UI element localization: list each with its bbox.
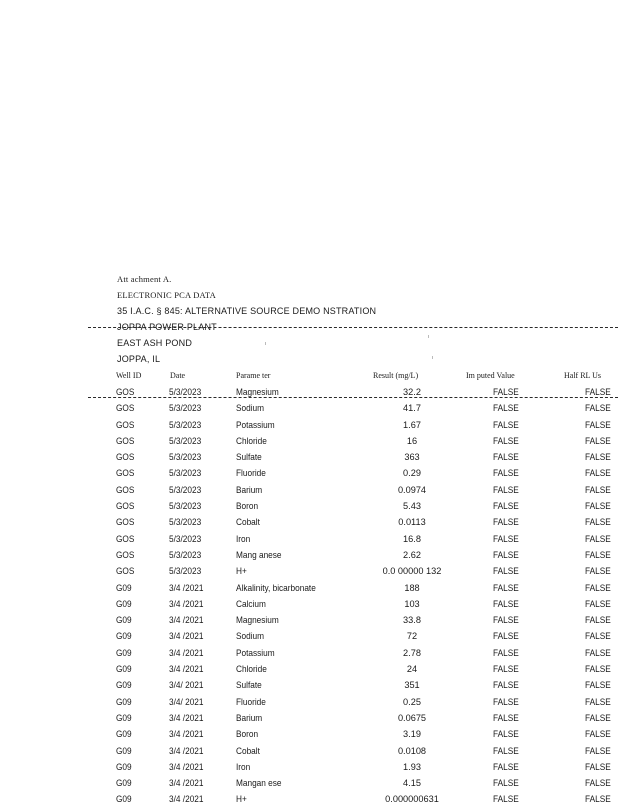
table-row [0, 420, 618, 436]
cell-well-id: G09 [116, 631, 132, 642]
table-row [0, 468, 618, 484]
cell-half-rl-used: FALSE [585, 387, 611, 397]
cell-imputed-value: FALSE [493, 387, 519, 397]
cell-parameter: H+ [236, 566, 247, 577]
cell-half-rl-used: FALSE [585, 452, 611, 463]
cell-well-id: G09 [116, 680, 132, 691]
cell-imputed-value: FALSE [493, 631, 519, 642]
cell-well-id: GOS [116, 468, 135, 479]
cell-imputed-value: FALSE [493, 517, 519, 528]
cell-result: 5.43 [403, 501, 421, 512]
cell-result: 1.67 [403, 419, 421, 430]
cell-well-id: G09 [116, 745, 132, 756]
cell-date: 3/4 /2021 [169, 631, 204, 642]
cell-well-id: GOS [116, 419, 135, 430]
cell-half-rl-used: FALSE [585, 435, 611, 446]
cell-parameter: Potassium [236, 647, 275, 658]
table-row [0, 697, 618, 713]
cell-parameter: Magnesium [236, 387, 279, 397]
cell-result: 103 [404, 598, 420, 609]
cell-well-id: G09 [116, 778, 132, 789]
cell-date: 5/3/2023 [169, 501, 202, 512]
table-row [0, 550, 618, 566]
cell-imputed-value: FALSE [493, 419, 519, 430]
cell-result: 24 [406, 664, 418, 675]
cell-parameter: Alkalinity, bicarbonate [236, 582, 316, 593]
cell-half-rl-used: FALSE [585, 582, 611, 593]
cell-well-id: GOS [116, 549, 135, 560]
cell-parameter: Calcium [236, 598, 266, 609]
cell-half-rl-used: FALSE [585, 566, 611, 577]
cell-imputed-value: FALSE [493, 729, 519, 740]
cell-parameter: Mang anese [236, 549, 282, 560]
cell-date: 3/4 /2021 [169, 761, 204, 772]
cell-result: 33.8 [403, 615, 421, 626]
cell-date: 3/4 /2021 [169, 598, 204, 609]
cell-date: 5/3/2023 [169, 403, 202, 414]
cell-well-id: G09 [116, 647, 132, 658]
cell-parameter: Magnesium [236, 615, 279, 626]
table-row [0, 631, 618, 647]
cell-imputed-value: FALSE [493, 452, 519, 463]
plant-name: JOPPA POWER PLANT [117, 322, 217, 333]
cell-parameter: Sulfate [236, 452, 262, 463]
table-row [0, 713, 618, 729]
cell-date: 5/3/2023 [169, 484, 202, 495]
table-row [0, 762, 618, 778]
cell-imputed-value: FALSE [493, 664, 519, 675]
cell-date: 3/4 /2021 [169, 745, 204, 756]
cell-imputed-value: FALSE [493, 794, 519, 805]
cell-parameter: Barium [236, 484, 263, 495]
cell-well-id: G09 [116, 582, 132, 593]
cell-half-rl-used: FALSE [585, 598, 611, 609]
cell-well-id: G09 [116, 794, 132, 805]
col-imputed-value: Im puted Value [466, 371, 515, 380]
cell-half-rl-used: FALSE [585, 501, 611, 512]
cell-date: 3/4 /2021 [169, 582, 204, 593]
cell-result: 4.15 [403, 778, 421, 789]
cell-parameter: Potassium [236, 419, 275, 430]
cell-half-rl-used: FALSE [585, 778, 611, 789]
cell-result: 0.29 [403, 468, 421, 479]
cell-half-rl-used: FALSE [585, 712, 611, 723]
cell-result: 0.0113 [398, 517, 426, 528]
cell-half-rl-used: FALSE [585, 761, 611, 772]
cell-half-rl-used: FALSE [585, 468, 611, 479]
cell-imputed-value: FALSE [493, 615, 519, 626]
electronic-pca-data-label: ELECTRONIC PCA DATA [117, 290, 216, 300]
cell-half-rl-used: FALSE [585, 631, 611, 642]
cell-date: 5/3/2023 [169, 517, 202, 528]
cell-half-rl-used: FALSE [585, 745, 611, 756]
cell-well-id: G09 [116, 712, 132, 723]
col-date: Date [170, 371, 186, 380]
table-row [0, 794, 618, 810]
cell-parameter: Cobalt [236, 745, 260, 756]
cell-parameter: Fluoride [236, 696, 266, 707]
table-row [0, 746, 618, 762]
table-row [0, 534, 618, 550]
cell-date: 5/3/2023 [169, 549, 202, 560]
cell-half-rl-used: FALSE [585, 664, 611, 675]
scan-speck [428, 335, 429, 338]
cell-imputed-value: FALSE [493, 403, 519, 414]
cell-result: 0.25 [403, 696, 421, 707]
cell-well-id: GOS [116, 387, 135, 397]
cell-result: 16 [406, 435, 418, 446]
cell-parameter: Iron [236, 761, 251, 772]
cell-result: 351 [404, 680, 420, 691]
col-parameter: Parame ter [236, 371, 271, 380]
cell-date: 3/4 /2021 [169, 794, 204, 805]
cell-result: 0.000000631 [385, 794, 439, 805]
cell-half-rl-used: FALSE [585, 533, 611, 544]
cell-result: 0.0108 [397, 745, 427, 756]
cell-well-id: G09 [116, 761, 132, 772]
regulation-title: 35 I.A.C. § 845: ALTERNATIVE SOURCE DEMO NSTRATION [117, 306, 377, 317]
scan-speck [432, 356, 433, 359]
table-row [0, 778, 618, 794]
cell-imputed-value: FALSE [493, 647, 519, 658]
cell-date: 3/4 /2021 [169, 712, 204, 723]
cell-parameter: H+ [236, 794, 247, 805]
cell-parameter: Iron [236, 533, 251, 544]
cell-half-rl-used: FALSE [585, 696, 611, 707]
cell-imputed-value: FALSE [493, 778, 519, 789]
cell-parameter: Boron [236, 729, 259, 740]
table-row [0, 387, 618, 403]
cell-imputed-value: FALSE [493, 549, 519, 560]
cell-result: 0.0675 [397, 712, 427, 723]
cell-well-id: GOS [116, 566, 135, 577]
cell-result: 0.0974 [397, 484, 427, 495]
cell-imputed-value: FALSE [493, 484, 519, 495]
col-well-id: Well ID [116, 371, 142, 380]
cell-half-rl-used: FALSE [585, 403, 611, 414]
table-row [0, 501, 618, 517]
cell-date: 3/4 /2021 [169, 778, 204, 789]
cell-date: 5/3/2023 [169, 468, 202, 479]
col-result: Result (mg/L) [373, 371, 419, 380]
cell-result: 72 [406, 631, 418, 642]
table-row [0, 664, 618, 680]
cell-well-id: GOS [116, 517, 135, 528]
cell-half-rl-used: FALSE [585, 794, 611, 805]
cell-imputed-value: FALSE [493, 501, 519, 512]
table-row [0, 599, 618, 615]
cell-half-rl-used: FALSE [585, 549, 611, 560]
cell-imputed-value: FALSE [493, 680, 519, 691]
cell-well-id: G09 [116, 729, 132, 740]
cell-half-rl-used: FALSE [585, 517, 611, 528]
cell-parameter: Chloride [236, 664, 267, 675]
table-row [0, 517, 618, 533]
cell-imputed-value: FALSE [493, 712, 519, 723]
cell-well-id: GOS [116, 403, 135, 414]
cell-well-id: G09 [116, 598, 132, 609]
table-row [0, 485, 618, 501]
cell-parameter: Sulfate [236, 680, 262, 691]
col-half-rl-used: Half RL Us [564, 371, 602, 380]
cell-parameter: Mangan ese [236, 778, 282, 789]
cell-well-id: GOS [116, 435, 135, 446]
cell-parameter: Boron [236, 501, 259, 512]
cell-parameter: Barium [236, 712, 263, 723]
cell-half-rl-used: FALSE [585, 615, 611, 626]
cell-well-id: G09 [116, 696, 132, 707]
cell-result: 0.0 00000 132 [382, 566, 442, 577]
cell-date: 5/3/2023 [169, 419, 202, 430]
cell-date: 5/3/2023 [169, 387, 202, 397]
cell-date: 3/4 /2021 [169, 647, 204, 658]
location: JOPPA, IL [117, 354, 161, 365]
cell-half-rl-used: FALSE [585, 680, 611, 691]
cell-parameter: Sodium [236, 631, 265, 642]
cell-imputed-value: FALSE [493, 468, 519, 479]
table-row [0, 583, 618, 599]
cell-date: 5/3/2023 [169, 533, 202, 544]
table-row [0, 566, 618, 582]
cell-result: 363 [404, 452, 420, 463]
cell-parameter: Fluoride [236, 468, 266, 479]
cell-result: 2.62 [403, 549, 421, 560]
cell-imputed-value: FALSE [493, 761, 519, 772]
cell-imputed-value: FALSE [493, 435, 519, 446]
cell-well-id: GOS [116, 484, 135, 495]
cell-parameter: Cobalt [236, 517, 260, 528]
table-row [0, 452, 618, 468]
cell-date: 3/4/ 2021 [169, 696, 204, 707]
cell-well-id: G09 [116, 615, 132, 626]
cell-date: 3/4 /2021 [169, 664, 204, 675]
cell-well-id: GOS [116, 501, 135, 512]
cell-imputed-value: FALSE [493, 696, 519, 707]
cell-imputed-value: FALSE [493, 598, 519, 609]
cell-result: 3.19 [403, 729, 421, 740]
table-row [0, 648, 618, 664]
cell-well-id: GOS [116, 452, 135, 463]
cell-date: 3/4 /2021 [169, 729, 204, 740]
cell-half-rl-used: FALSE [585, 729, 611, 740]
cell-imputed-value: FALSE [493, 566, 519, 577]
table-row [0, 436, 618, 452]
cell-imputed-value: FALSE [493, 582, 519, 593]
attachment-label: Att achment A. [117, 274, 172, 284]
cell-result: 41.7 [403, 403, 421, 414]
cell-half-rl-used: FALSE [585, 647, 611, 658]
table-row [0, 615, 618, 631]
cell-imputed-value: FALSE [493, 533, 519, 544]
cell-date: 3/4/ 2021 [169, 680, 204, 691]
cell-half-rl-used: FALSE [585, 484, 611, 495]
scan-speck [265, 342, 266, 345]
cell-date: 5/3/2023 [169, 452, 202, 463]
cell-result: 16.8 [403, 533, 421, 544]
pond-name: EAST ASH POND [117, 338, 193, 349]
cell-result: 32.2 [403, 387, 421, 397]
cell-date: 5/3/2023 [169, 566, 202, 577]
cell-well-id: G09 [116, 664, 132, 675]
redline-rule [88, 327, 618, 328]
cell-result: 2.78 [403, 647, 421, 658]
cell-date: 3/4 /2021 [169, 615, 204, 626]
cell-imputed-value: FALSE [493, 745, 519, 756]
cell-parameter: Chloride [236, 435, 267, 446]
table-row [0, 403, 618, 419]
cell-half-rl-used: FALSE [585, 419, 611, 430]
cell-result: 188 [404, 582, 420, 593]
table-row [0, 680, 618, 696]
cell-parameter: Sodium [236, 403, 265, 414]
data-table [0, 387, 618, 811]
table-header [0, 371, 618, 383]
cell-well-id: GOS [116, 533, 135, 544]
cell-date: 5/3/2023 [169, 435, 202, 446]
cell-result: 1.93 [403, 761, 421, 772]
table-row [0, 729, 618, 745]
